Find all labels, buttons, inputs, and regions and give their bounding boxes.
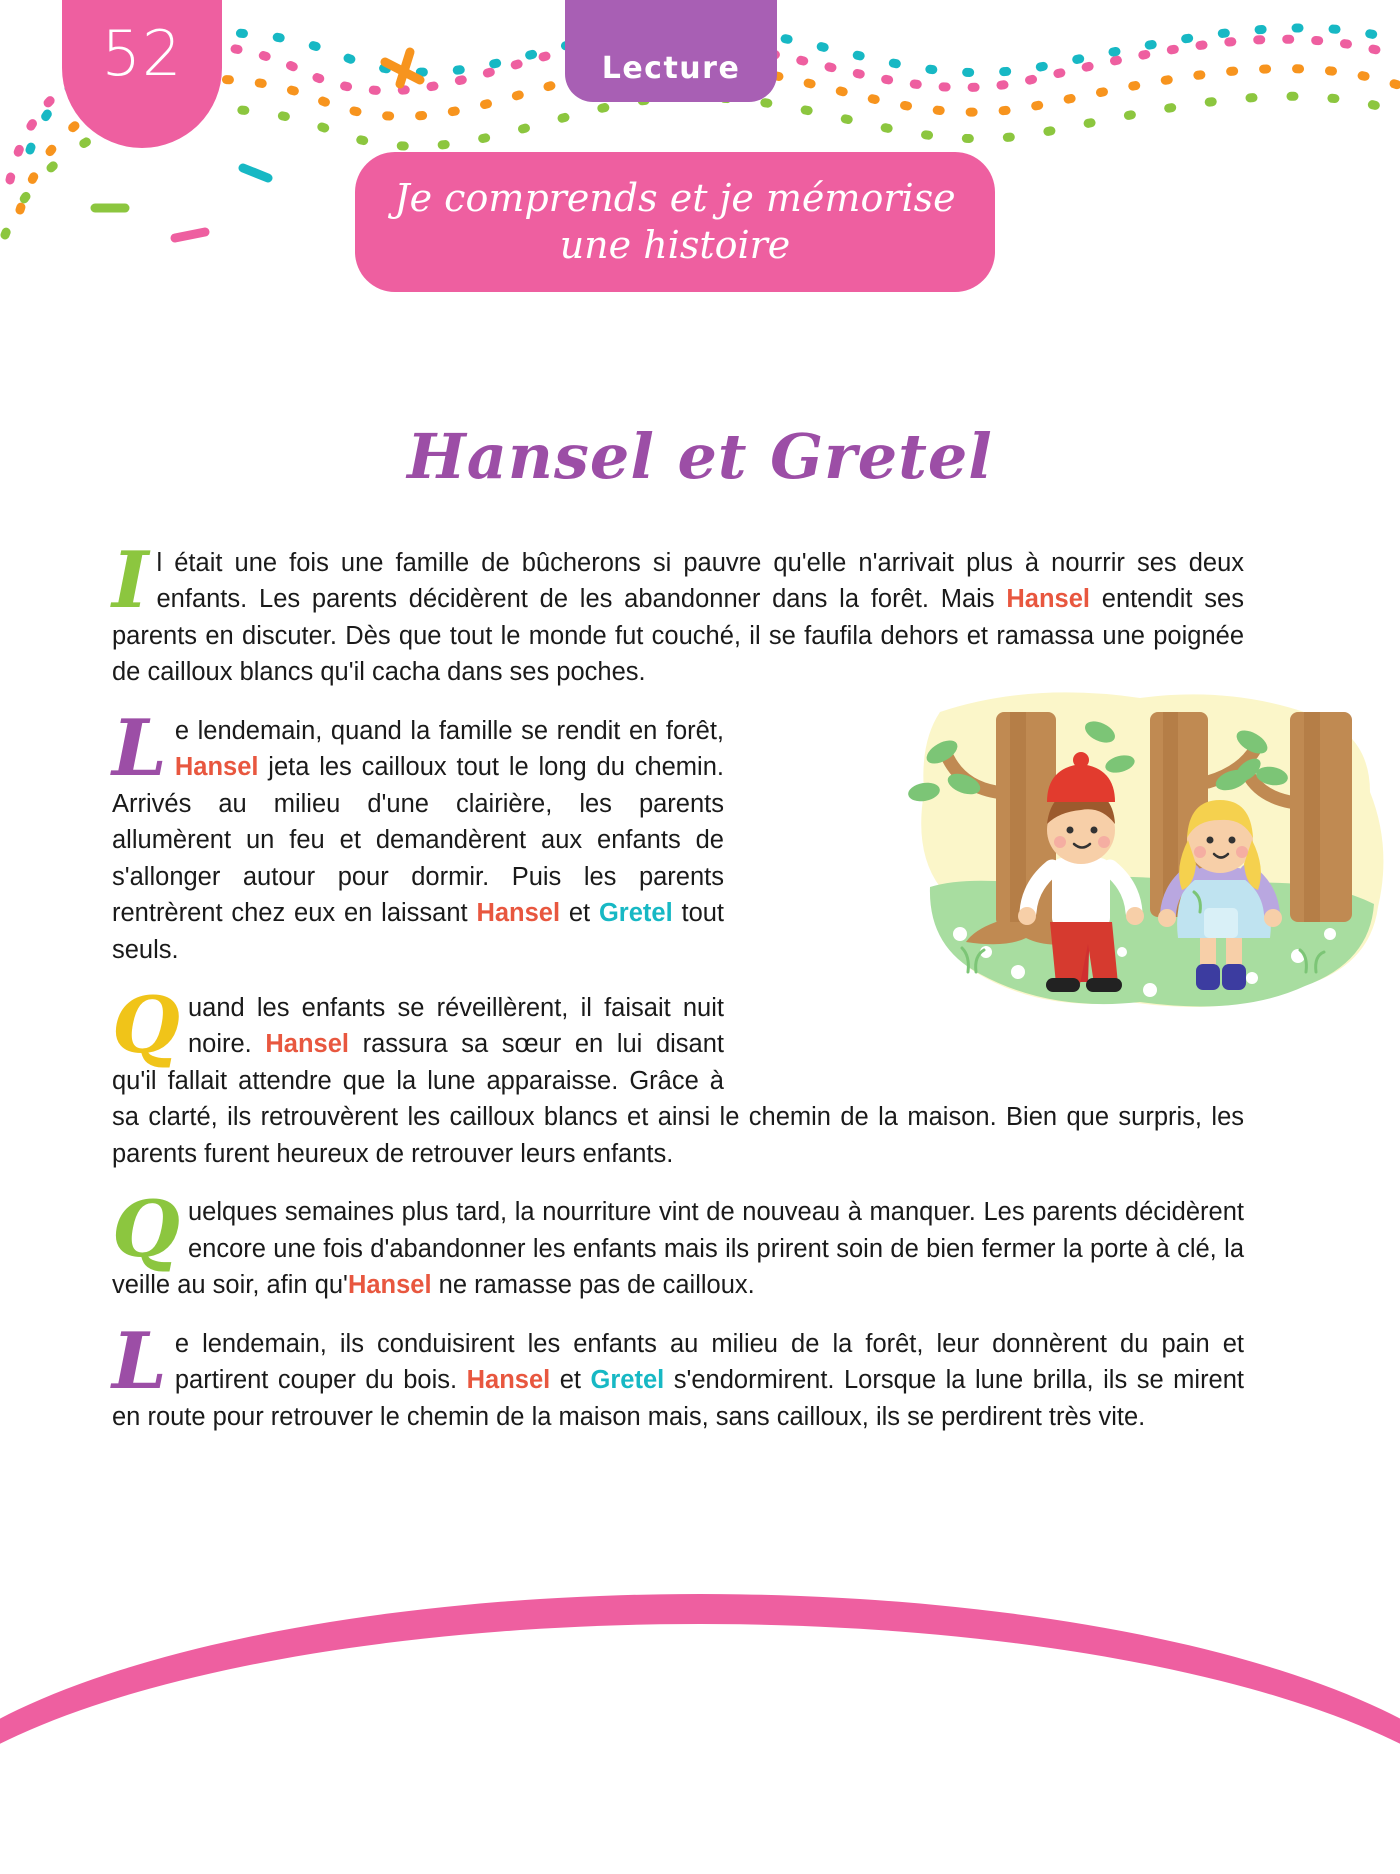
section-tab-lecture (565, 0, 777, 102)
dropcap-5: L (112, 1315, 167, 1407)
paragraph-2-run-5: et (560, 899, 599, 928)
objective-line-2: une histoire (559, 223, 791, 267)
objective-line-1: Je comprends et je mémorise (394, 175, 956, 220)
lesson-objective-banner (355, 152, 995, 292)
story-body (112, 535, 1245, 1457)
paragraph-5-run-5: s'endormirent. Lorsque la lune brilla, ils se mirent en route pour retrouver le chemin de la maison mais, sans cailloux, ils se perdirent très vite. (112, 1366, 1245, 1431)
paragraph-3-run-1: uand les enfants se réveillèrent, il faisait nuit noire. (187, 993, 724, 1059)
paragraph-1 (112, 535, 1244, 691)
dropcap-1: I (112, 535, 149, 626)
paragraph-4-run-3: ne ramasse pas de cailloux. (431, 1271, 755, 1300)
character-name-hansel: Hansel (466, 1366, 551, 1395)
paragraph-4 (112, 1184, 1244, 1303)
character-name-gretel: Gretel (598, 899, 673, 928)
dotted-ribbon-decoration (0, 0, 1400, 300)
dropcap-2: L (112, 702, 167, 794)
paragraph-5-run-1: e lendemain, ils conduisirent les enfants au milieu de la forêt, leur donnèrent du pain et partirent couper du bois. (174, 1329, 1244, 1395)
section-tab-label: Lecture (601, 51, 741, 86)
paragraph-1-run-3: entendit ses parents en discuter. Dès que tout le monde fut couché, il se faufila dehors et ramassa une poignée de cailloux blancs qu'il cacha dans ses poches. (112, 585, 1244, 687)
page-number: 52 (101, 17, 183, 90)
dropcap-3: Q (112, 979, 180, 1071)
page-number-badge (62, 0, 222, 148)
paragraph-1-run-1: l était une fois une famille de bûcherons si pauvre qu'elle n'arrivait plus à nourrir ses deux enfants. Les parents décidèrent de les abandonner dans la forêt. Mais (156, 549, 1244, 614)
paragraph-2-run-1: e lendemain, quand la famille se rendit en forêt, (174, 716, 724, 745)
character-name-hansel: Hansel (1006, 585, 1090, 614)
character-name-hansel: Hansel (174, 753, 259, 782)
paragraph-5 (112, 1315, 1245, 1435)
paragraph-2-run-7: tout seuls. (112, 899, 725, 964)
dropcap-4: Q (112, 1184, 180, 1276)
character-name-hansel: Hansel (347, 1271, 432, 1300)
character-name-hansel: Hansel (265, 1030, 349, 1059)
paragraph-4-run-1: uelques semaines plus tard, la nourriture vint de nouveau à manquer. Les parents décidèrent encore une fois d'abandonner les enfants mais ils prirent soin de bien fermer la porte à clé, la veille au soir, afin qu' (112, 1198, 1244, 1300)
paragraph-2-run-3: jeta les cailloux tout le long du chemin. Arrivés au milieu d'une clairière, les parents allumèrent un feu et demandèrent aux enfants de s'allonger autour pour dormir. Puis les parents rentrèrent chez eux en laissant (112, 753, 724, 928)
character-name-hansel: Hansel (476, 899, 561, 928)
top-decoration (0, 0, 1400, 300)
story-title: Hansel et Gretel (407, 420, 993, 493)
illustration-text-spacer (724, 713, 1244, 1083)
paragraph-5-run-3: et (550, 1366, 591, 1395)
character-name-gretel: Gretel (590, 1366, 665, 1395)
paragraph-3-run-3: rassura sa sœur en lui disant qu'il fallait attendre que la lune apparaisse. Grâce à sa clarté, ils retrouvèrent les cailloux blancs et ainsi le chemin de la maison. Bien que surpris, les parents furent heureux de retrouver leurs enfants. (112, 1030, 1244, 1168)
